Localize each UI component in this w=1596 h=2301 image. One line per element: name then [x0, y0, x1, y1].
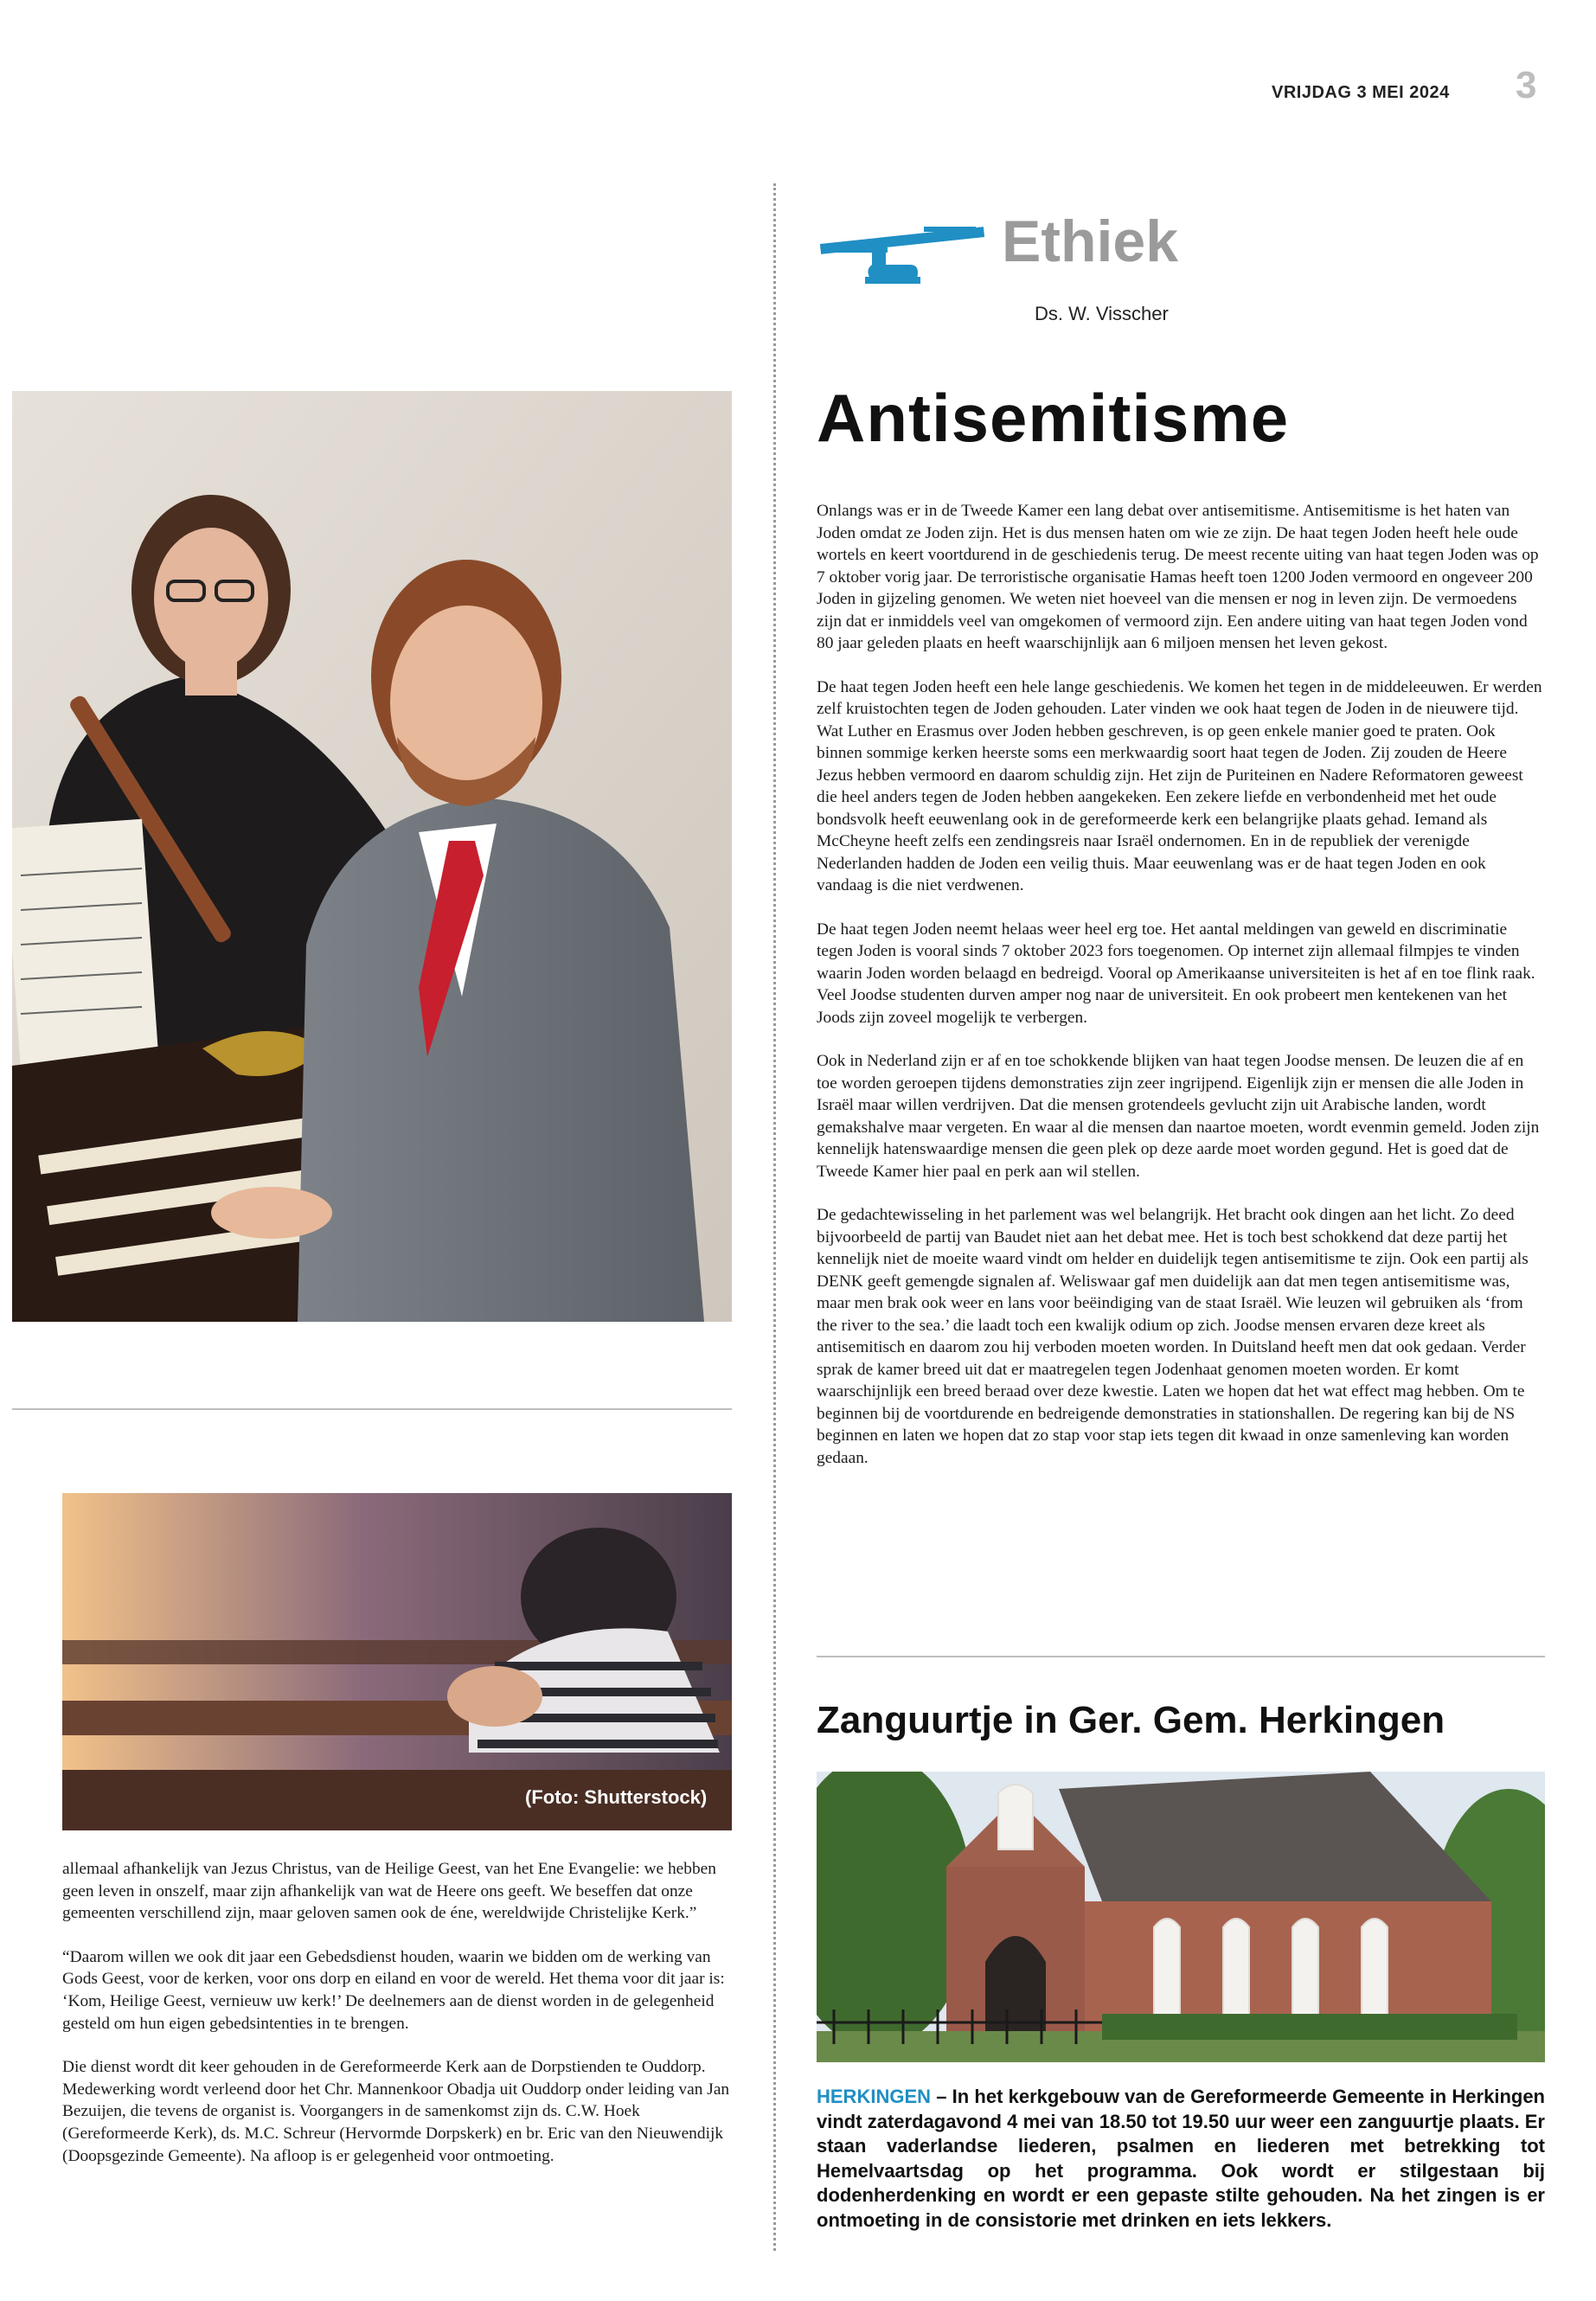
musicians-photo — [12, 391, 732, 1322]
dateline-place: HERKINGEN — [817, 2086, 932, 2107]
left-article-body — [62, 1858, 732, 2189]
zanguurtje-text: In het kerkgebouw van de Gereformeerde Gemeente in Herkingen vindt zaterdagavond 4 mei van 18.50 tot 19.50 uur weer een zanguurtje plaats. Er staan vaderlandse liederen, psalmen en liederen met betrekking tot Hemelvaartsdag op het programma. Ook wordt er stilgestaan bij dodenherdenking en wordt er een gepaste stilte gehouden. Na het zingen is er ontmoeting in de consistorie met drinken en iets lekkers. — [817, 2086, 1545, 2231]
church-photo — [817, 1772, 1545, 2062]
section-title: Ethiek — [1002, 208, 1179, 274]
article-paragraph: Die dienst wordt dit keer gehouden in de Gereformeerde Kerk aan de Dorpstienden te Ouddorp. Medewerking wordt verleend door het Chr. Mannenkoor Obadja uit Ouddorp onder leiding van Jan Bezuijen, die tevens de organist is. Voorgangers in de samenkomst zijn ds. C.W. Hoek (Gereformeerde Kerk), ds. M.C. Schreur (Hervormde Dorpskerk) en br. Eric van den Nieuwendijk (Doopsgezinde Gemeente). Na afloop is er gelegenheid voor ontmoeting. — [62, 2058, 730, 2165]
page-number: 3 — [1516, 64, 1537, 106]
article-paragraph: De haat tegen Joden neemt helaas weer heel erg toe. Het aantal meldingen van geweld en discriminatie tegen Joden is vooral sinds 7 oktober 2023 fors toegenomen. Op internet zijn allemaal filmpjes te vinden waarin Joden worden belaagd en bedreigd. Vooral op Amerikaanse universiteiten is het af en toe flink raak. Veel Joodse studenten durven amper nog naar de universiteit. En ook probeert men kentekenen van het Joods zijn zoveel mogelijk te verbergen. — [817, 920, 1535, 1027]
column-author: Ds. W. Visscher — [1035, 303, 1169, 324]
zanguurtje-body — [817, 2085, 1545, 2233]
column-divider — [773, 183, 776, 2251]
article-paragraph: Ook in Nederland zijn er af en toe schokkende blijken van haat tegen Joodse mensen. De leuzen die af en toe worden geroepen tijdens demonstraties zijn zeer ingrijpend. Eigenlijk zijn er mensen die alle Joden in Israël maar willen verdrijven. Dat die mensen grotendeels gevlucht zijn uit Arabische landen, wordt gemakshalve maar vergeten. En waar al die mensen dan naartoe moeten, wordt evenmin gemeld. Joden zijn kennelijk hatenswaardige mensen die geen plek op deze aarde moet worden gegund. Het is goed dat de Tweede Kamer hier paal en perk aan wil stellen. — [817, 1052, 1540, 1181]
issue-date: VRIJDAG 3 MEI 2024 — [1272, 83, 1450, 102]
article-paragraph: Onlangs was er in de Tweede Kamer een lang debat over antisemitisme. Antisemitisme is het haten van Joden omdat ze Joden zijn. Het is dus mensen haten om wie ze zijn. De haat tegen Joden heeft hele oude wortels en keert voortdurend in de geschiedenis terug. De meest recente uiting van haat tegen Joden was op 7 oktober vorig jaar. De terroristische organisatie Hamas heeft toen 1200 Joden vermoord en ongeveer 200 Joden in gijzeling genomen. We weten niet hoeveel van die mensen er nog in leven zijn. De vermoedens zijn dat er inmiddels veel van omgekomen of vermoord zijn. Een andere uiting van haat tegen Joden vond 80 jaar geleden plaats en heeft waarschijnlijk aan 6 miljoen mensen het leven gekost. — [817, 502, 1539, 652]
divider-line — [12, 1408, 732, 1410]
dateline-dash: – — [931, 2086, 952, 2107]
zanguurtje-headline: Zanguurtje in Ger. Gem. Herkingen — [817, 1699, 1445, 1741]
article-headline: Antisemitisme — [817, 380, 1290, 456]
article-paragraph: “Daarom willen we ook dit jaar een Gebedsdienst houden, waarin we bidden om de werking van Gods Geest, voor de kerken, voor ons dorp en eiland en voor de wereld. Het thema voor dit jaar is: ‘Kom, Heilige Geest, vernieuw uw kerk!’ De deelnemers aan de dienst worden in de gelegenheid gesteld om hun eigen gebedsintenties in te brengen. — [62, 1947, 725, 2033]
article-paragraph: De haat tegen Joden heeft een hele lange geschiedenis. We komen het tegen in de middeleeuwen. Er werden zelf kruistochten tegen de Joden gehouden. Later vinden we ook haat tegen de Joden in de nieuwere tijd. Wat Luther en Erasmus over Joden hebben geschreven, is op geen enkele manier goed te praten. Ook binnen sommige kerken heerste soms een merkwaardig soort haat tegen de Joden. Zij zouden de Heere Jezus hebben vermoord en daarom schuldig zijn. Het zijn de Puriteinen en Nadere Reformatoren geweest die heel anders tegen de Joden hebben aangekeken. Een zekere liefde en verbondenheid met het oude bondsvolk heeft eeuwenlang ook in de gereformeerde kerk een belangrijke plaats gehad. Iemand als McCheyne heeft zelfs een zendingsreis naar Israël ondernomen. En in de republiek der verenigde Nederlanden hadden de Joden een veilig thuis. Maar eeuwenlang was er de haat tegen Joden en ook vandaag is die niet verdwenen. — [817, 677, 1542, 894]
scales-icon — [820, 213, 984, 285]
photo-credit: (Foto: Shutterstock) — [525, 1786, 708, 1808]
article-body — [817, 500, 1545, 1490]
divider-line — [817, 1656, 1545, 1657]
prayer-photo — [62, 1493, 732, 1830]
article-paragraph: allemaal afhankelijk van Jezus Christus, van de Heilige Geest, van het Ene Evangelie: we hebben geen leven in onszelf, maar zijn afhankelijk van wat de Heere ons geeft. We beseffen dat onze gemeenten verschillend zijn, maar geloven samen ook de éne, wereldwijde Christelijke Kerk.” — [62, 1860, 716, 1923]
article-paragraph: De gedachtewisseling in het parlement was wel belangrijk. Het bracht ook dingen aan het licht. Zo deed bijvoorbeeld de partij van Baudet niet aan het debat mee. Het is toch best schokkend dat deze partij het kennelijk niet de moeite waard vindt om helder en duidelijk tegen antisemitisme te zijn. Ook een partij als DENK geeft gemengde signalen af. Weliswaar gaf men duidelijk aan dat men tegen antisemitisme was, maar men brak ook weer en lans voor beëindiging van de staat Israël. Wie leuzen wil gebruiken als ‘from the river to the sea.’ die laadt toch een kwalijk odium op zich. Joodse mensen ervaren deze kreet als antisemitisch en daarom zou hij verboden moeten worden. In Duitsland heeft men dat ook gedaan. Verder sprak de kamer breed uit dat er maatregelen tegen Jodenhaat genomen moeten worden. Er komt waarschijnlijk een breed beraad over deze kwestie. Laten we hopen dat het wat effect mag hebben. Om te beginnen bij de voortdurende en bedreigende demonstraties in stationshallen. De regering kan bij de NS beginnen en laten we hopen dat zo stap voor stap iets tegen dit kwaad in onze samenleving kan worden gedaan. — [817, 1206, 1529, 1467]
